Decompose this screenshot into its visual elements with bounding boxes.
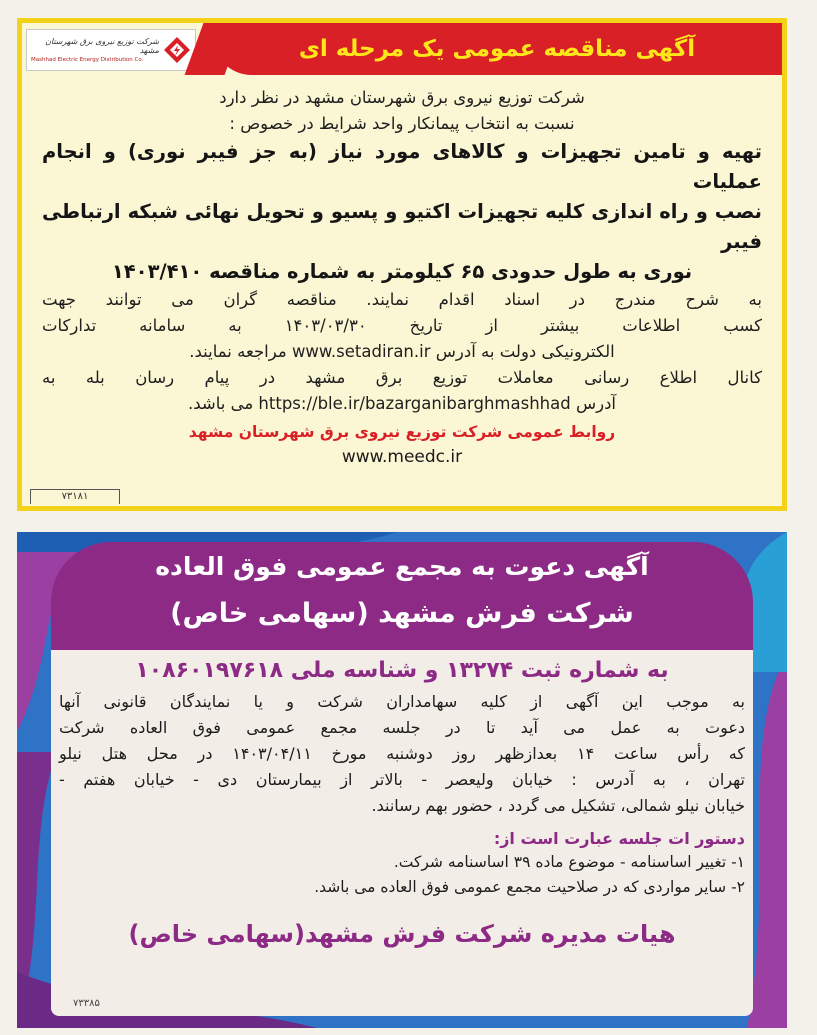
tender-intro-line: نسبت به انتخاب پیمانکار واحد شرایط در خصوص : [229,114,575,133]
ad-code: ۷۳۱۸۱ [30,489,120,504]
ad-code: ۷۳۳۸۵ [73,998,100,1009]
board-signature: هیات مدیره شرکت فرش مشهد(سهامی خاص) [128,920,676,948]
tender-body-line: کانال اطلاع رسانی معاملات توزیع برق مشهد در پیام رسان بله به [42,368,762,387]
tender-header [22,23,782,75]
company-website: www.meedc.ir [341,447,463,467]
tender-subject-line: نوری به طول حدودی ۶۵ کیلومتر به شماره مناقصه ۱۴۰۳/۴۱۰ [111,260,693,283]
tender-body-line: کسب اطلاعات بیشتر از تاریخ ۱۴۰۳/۰۳/۳۰ به سامانه تدارکات [42,316,762,335]
meeting-body [59,654,745,948]
registration-number: به شماره ثبت ۱۳۲۷۴ و شناسه ملی ۱۰۸۶۰۱۹۷۶۱۸ [135,658,669,683]
agenda-item: ۱- تغییر اساسنامه - موضوع ماده ۳۹ اساسنامه شرکت. [393,853,745,871]
tender-title-banner [212,23,782,75]
tender-body [42,85,762,469]
meeting-body-line: دعوت به عمل می آید تا در جلسه مجمع عمومی فوق العاده شرکت [59,718,745,737]
agenda-title: دستور ات جلسه عبارت است از: [493,829,745,848]
tender-subject-line: تهیه و تامین تجهیزات و کالاهای مورد نیاز (به جز فیبر نوری) و انجام عملیات [42,140,762,193]
tender-notice-ad [17,18,787,511]
tender-title: آگهی مناقصه عمومی یک مرحله ای [298,36,696,62]
lightning-logo-icon [163,36,191,64]
tender-intro-line: شرکت توزیع نیروی برق شهرستان مشهد در نظر دارد [219,88,585,107]
company-logo [26,29,196,71]
tender-body-line: به شرح مندرج در اسناد اقدام نمایند. مناقصه گران می توانند جهت [42,290,762,309]
meeting-body-line: به موجب این آگهی از کلیه سهامداران شرکت و یا نمایندگان قانونی آنها [59,692,745,711]
tender-body-line: الکترونیکی دولت به آدرس www.setadiran.ir مراجعه نمایند. [189,342,615,361]
meeting-body-line: خیابان نیلو شمالی، تشکیل می گردد ، حضور بهم رسانند. [371,796,745,815]
meeting-title: آگهی دعوت به مجمع عمومی فوق العاده [155,552,649,581]
public-relations-signature: روابط عمومی شرکت توزیع نیروی برق شهرستان مشهد [188,423,616,441]
agenda-item: ۲- سایر مواردی که در صلاحیت مجمع عمومی فوق العاده می باشد. [314,878,745,896]
logo-persian-text: شرکت توزیع نیروی برق شهرستان مشهد [45,37,159,55]
meeting-company-name: شرکت فرش مشهد (سهامی خاص) [170,598,634,629]
general-meeting-ad [17,532,787,1028]
logo-english-text: Mashhad Electric Energy Distribution Co. [31,57,144,63]
tender-body-line: آدرس https://ble.ir/bazarganibarghmashhad می باشد. [187,394,617,413]
meeting-body-line: که رأس ساعت ۱۴ بعدازظهر روز دوشنبه مورخ ۱۴۰۳/۰۴/۱۱ در محل هتل نیلو [59,744,745,763]
meeting-body-line: تهران ، به آدرس : خیابان ولیعصر - بالاتر از بیمارستان دی - خیابان هفتم - [59,770,745,789]
tender-subject-line: نصب و راه اندازی کلیه تجهیزات اکتیو و پسیو و تحویل نهائی شبکه ارتباطی فیبر [42,200,762,253]
